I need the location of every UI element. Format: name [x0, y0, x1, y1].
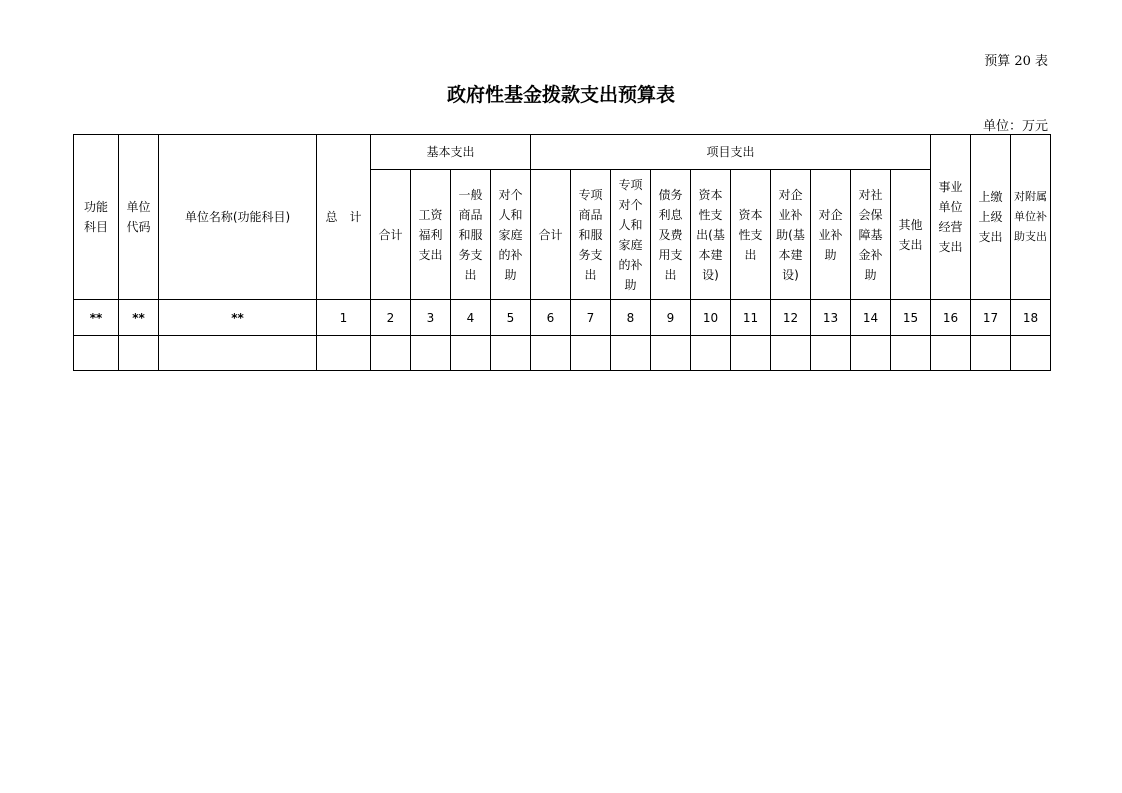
header-project-enterprise-subsidy-construction: 对企 业补 助(基 本建 设)	[771, 170, 811, 300]
data-cell	[931, 336, 971, 371]
index-cell: 18	[1011, 300, 1051, 336]
header-business-ops: 事业 单位 经营 支出	[931, 135, 971, 300]
data-cell	[971, 336, 1011, 371]
data-cell	[119, 336, 159, 371]
data-cell	[159, 336, 317, 371]
index-cell: **	[119, 300, 159, 336]
page-title: 政府性基金拨款支出预算表	[446, 84, 675, 106]
header-project-capital: 资本 性支 出	[731, 170, 771, 300]
header-unit-code: 单位 代码	[119, 135, 159, 300]
index-cell: 11	[731, 300, 771, 336]
header-project-enterprise-subsidy: 对企 业补 助	[811, 170, 851, 300]
index-cell: 9	[651, 300, 691, 336]
header-project-group: 项目支出	[531, 135, 931, 170]
index-cell: 10	[691, 300, 731, 336]
header-basic-subtotal: 合计	[371, 170, 411, 300]
data-row	[74, 336, 1051, 371]
data-cell	[1011, 336, 1051, 371]
header-project-social-security: 对社 会保 障基 金补 助	[851, 170, 891, 300]
index-cell: 3	[411, 300, 451, 336]
index-cell: 15	[891, 300, 931, 336]
index-cell: 6	[531, 300, 571, 336]
table-number: 预算 20 表	[984, 54, 1048, 69]
data-cell	[317, 336, 371, 371]
data-cell	[891, 336, 931, 371]
index-cell: **	[159, 300, 317, 336]
index-cell: 4	[451, 300, 491, 336]
data-cell	[411, 336, 451, 371]
header-basic-group: 基本支出	[371, 135, 531, 170]
index-cell: 5	[491, 300, 531, 336]
index-cell: 8	[611, 300, 651, 336]
index-cell: 1	[317, 300, 371, 336]
header-func-subject: 功能 科目	[74, 135, 119, 300]
header-project-other: 其他 支出	[891, 170, 931, 300]
header-total: 总 计	[317, 135, 371, 300]
data-cell	[371, 336, 411, 371]
data-cell	[571, 336, 611, 371]
data-cell	[531, 336, 571, 371]
data-cell	[451, 336, 491, 371]
header-project-individual-subsidy: 专项 对个 人和 家庭 的补 助	[611, 170, 651, 300]
index-cell: 13	[811, 300, 851, 336]
header-project-subtotal: 合计	[531, 170, 571, 300]
header-basic-goods-services: 一般 商品 和服 务支 出	[451, 170, 491, 300]
header-project-goods-services: 专项 商品 和服 务支 出	[571, 170, 611, 300]
header-affiliated-subsidy: 对附属 单位补 助支出	[1011, 135, 1051, 300]
data-cell	[771, 336, 811, 371]
header-project-capital-construction: 资本 性支 出(基 本建 设)	[691, 170, 731, 300]
header-upper-payment: 上缴 上级 支出	[971, 135, 1011, 300]
header-basic-individual-subsidy: 对个 人和 家庭 的补 助	[491, 170, 531, 300]
data-cell	[811, 336, 851, 371]
data-cell	[74, 336, 119, 371]
data-cell	[731, 336, 771, 371]
index-row	[74, 300, 1051, 336]
data-cell	[611, 336, 651, 371]
index-cell: 14	[851, 300, 891, 336]
index-cell: **	[74, 300, 119, 336]
data-cell	[491, 336, 531, 371]
index-cell: 2	[371, 300, 411, 336]
data-cell	[691, 336, 731, 371]
header-unit-name: 单位名称(功能科目)	[159, 135, 317, 300]
data-cell	[851, 336, 891, 371]
index-cell: 12	[771, 300, 811, 336]
data-cell	[651, 336, 691, 371]
budget-table	[73, 134, 1051, 371]
header-project-debt-interest: 债务 利息 及费 用支 出	[651, 170, 691, 300]
index-cell: 17	[971, 300, 1011, 336]
header-basic-wages: 工资 福利 支出	[411, 170, 451, 300]
index-cell: 7	[571, 300, 611, 336]
unit-label: 单位：万元	[982, 119, 1048, 134]
index-cell: 16	[931, 300, 971, 336]
